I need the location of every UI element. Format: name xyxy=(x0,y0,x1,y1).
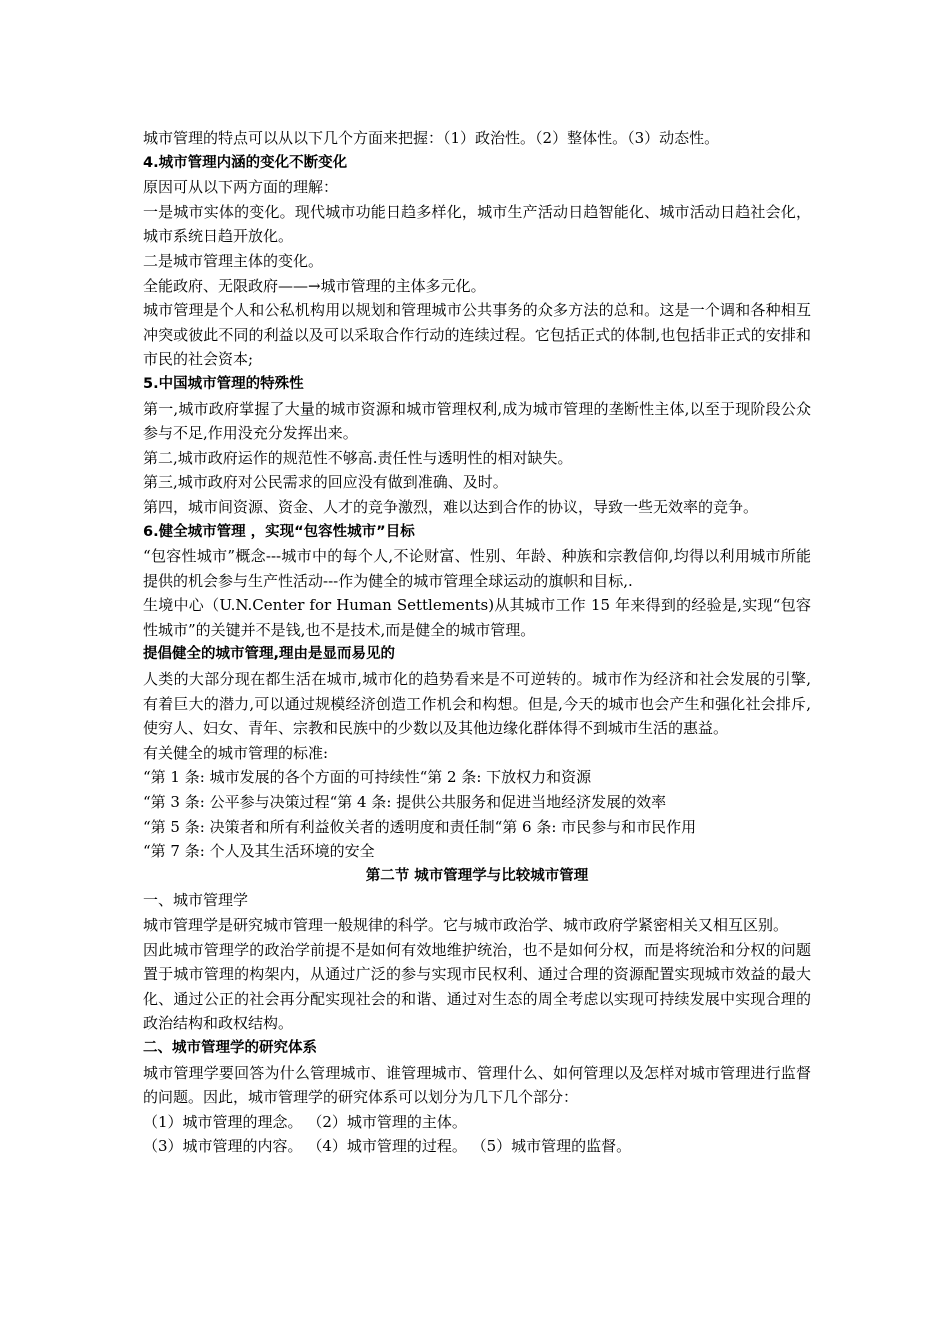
paragraph: 全能政府、无限政府——→城市管理的主体多元化。 xyxy=(143,276,486,295)
paragraph: 第四，城市间资源、资金、人才的竞争激烈，难以达到合作的协议，导致一些无效率的竞争。 xyxy=(143,497,759,516)
paragraph: 二是城市管理主体的变化。 xyxy=(143,251,324,270)
paragraph: 生境中心（U.N.Center for Human Settlements)从其城市工作 15 年来得到的经验是,实现“包容性城市”的关键并不是钱,也不是技术,而是健全的城市管理。 xyxy=(143,596,811,639)
heading: 5.中国城市管理的特殊性 xyxy=(143,375,304,392)
paragraph: 第二,城市政府运作的规范性不够高.责任性与透明性的相对缺失。 xyxy=(143,448,573,467)
paragraph: 一、城市管理学 xyxy=(143,891,249,910)
paragraph: 城市管理是个人和公私机构用以规划和管理城市公共事务的众多方法的总和。这是一个调和各种相互冲突或彼此不同的利益以及可以采取合作行动的连续过程。它包括正式的体制,也包括非正式的安排和市民的社会资本; xyxy=(143,301,811,369)
heading: 6.健全城市管理 ，实现“包容性城市”目标 xyxy=(143,523,415,540)
criteria-line: “第 1 条: 城市发展的各个方面的可持续性“第 2 条: 下放权力和资源 xyxy=(143,768,592,787)
heading: 提倡健全的城市管理,理由是显而易见的 xyxy=(143,646,396,663)
paragraph: 人类的大部分现在都生活在城市,城市化的趋势看来是不可逆转的。城市作为经济和社会发展的引擎,有着巨大的潜力,可以通过规模经济创造工作机会和构想。但是,今天的城市也会产生和强化社会排斥,使穷人、妇女、青年、宗教和民族中的少数以及其他边缘化群体得不到城市生活的惠益。 xyxy=(143,670,811,738)
paragraph: 城市管理学是研究城市管理一般规律的科学。它与城市政治学、城市政府学紧密相关又相互区别。 xyxy=(143,916,789,934)
heading: 4.城市管理内涵的变化不断变化 xyxy=(143,154,348,171)
heading: 二、城市管理学的研究体系 xyxy=(143,1039,317,1056)
paragraph: 因此城市管理学的政治学前提不是如何有效地维护统治，也不是如何分权，而是将统治和分权的问题置于城市管理的构架内，从通过广泛的参与实现市民权利、通过合理的资源配置实现城市效益的最大化、通过公正的社会再分配实现社会的和谐、通过对生态的周全考虑以实现可持续发展中实现合理的政治结构和政权结构。 xyxy=(143,940,811,1033)
list-line: （3）城市管理的内容。 （4）城市管理的过程。 （5）城市管理的监督。 xyxy=(143,1137,632,1156)
paragraph: 第一,城市政府掌握了大量的城市资源和城市管理权利,成为城市管理的垄断性主体,以至于现阶段公众参与不足,作用没充分发挥出来。 xyxy=(143,399,811,443)
paragraph: 第三,城市政府对公民需求的回应没有做到准确、及时。 xyxy=(143,473,508,492)
section-title: 第二节 城市管理学与比较城市管理 xyxy=(365,867,589,884)
paragraph: 原因可从以下两方面的理解： xyxy=(143,178,339,197)
criteria-line: “第 7 条: 个人及其生活环境的安全 xyxy=(143,842,375,861)
paragraph: 有关健全的城市管理的标准: xyxy=(143,743,329,762)
paragraph: 城市管理的特点可以从以下几个方面来把握：（1）政治性。（2）整体性。（3）动态性。 xyxy=(143,129,720,147)
paragraph: “包容性城市”概念---城市中的每个人,不论财富、性别、年龄、种族和宗教信仰,均得以利用城市所能提供的机会参与生产性活动---作为健全的城市管理全球运动的旗帜和目标,. xyxy=(143,547,811,590)
criteria-line: “第 3 条: 公平参与决策过程“第 4 条: 提供公共服务和促进当地经济发展的效率 xyxy=(143,793,667,812)
list-line: （1）城市管理的理念。 （2）城市管理的主体。 xyxy=(143,1112,467,1131)
paragraph: 城市管理学要回答为什么管理城市、谁管理城市、管理什么、如何管理以及怎样对城市管理进行监督的问题。因此，城市管理学的研究体系可以划分为几下几个部分： xyxy=(143,1063,811,1107)
criteria-line: “第 5 条: 决策者和所有利益攸关者的透明度和责任制“第 6 条: 市民参与和市民作用 xyxy=(143,817,697,836)
paragraph: 一是城市实体的变化。现代城市功能日趋多样化，城市生产活动日趋智能化、城市活动日趋社会化，城市系统日趋开放化。 xyxy=(143,202,811,246)
document-body xyxy=(143,126,811,1159)
